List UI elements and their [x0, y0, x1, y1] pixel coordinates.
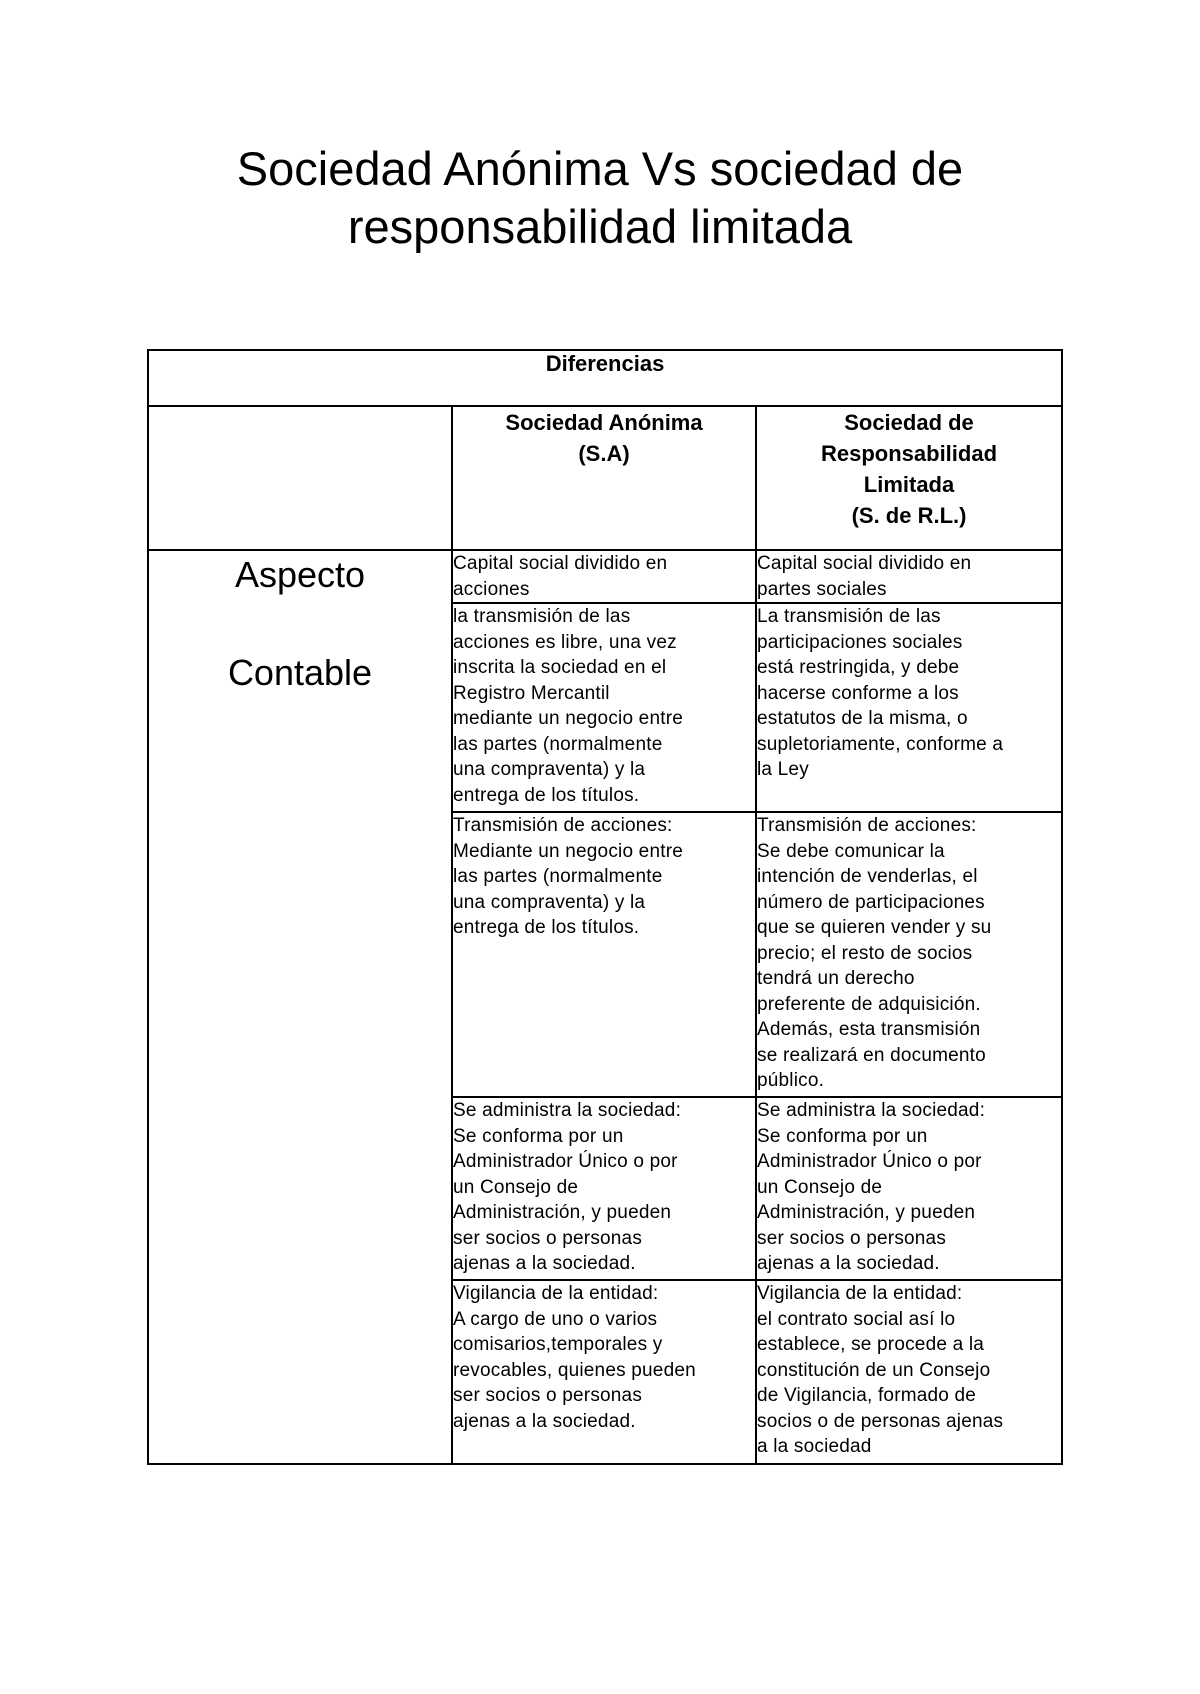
cell-sa: [452, 1280, 756, 1464]
cell-line: comisarios,temporales y: [453, 1334, 663, 1355]
aspect-label-line: Aspecto: [234, 554, 366, 595]
cell-srl: [756, 1280, 1062, 1464]
cell-line: el contrato social así lo: [757, 1308, 956, 1330]
cell-line: público.: [757, 1070, 825, 1091]
empty-header-cell: [148, 406, 452, 550]
cell-line: ajenas a la sociedad.: [757, 1253, 940, 1274]
cell-line: partes sociales: [757, 578, 887, 600]
title-line-2: responsabilidad limitada: [347, 200, 853, 253]
cell-line: Capital social dividido en: [453, 553, 668, 574]
cell-sa: [452, 812, 756, 1097]
cell-line: preferente de adquisición.: [757, 993, 981, 1015]
aspect-label-cell: [148, 550, 452, 1464]
column-header-sa: [452, 406, 756, 550]
cell-line: Capital social dividido en: [757, 553, 972, 574]
cell-line: constitución de un Consejo: [757, 1359, 991, 1381]
column-header-srl-line: Sociedad de: [844, 410, 974, 435]
cell-line: una compraventa) y la: [453, 891, 646, 913]
cell-srl: [756, 603, 1062, 812]
cell-line: entrega de los títulos.: [453, 917, 640, 938]
cell-sa: [452, 550, 756, 603]
cell-line: intención de venderlas, el: [757, 866, 978, 887]
cell-line: hacerse conforme a los: [757, 682, 959, 704]
column-header-row: [148, 406, 1062, 550]
column-header-srl-line: Limitada: [863, 472, 955, 497]
cell-line: Transmisión de acciones:: [453, 815, 673, 836]
cell-line: ajenas a la sociedad.: [453, 1410, 636, 1432]
cell-line: establece, se procede a la: [757, 1334, 985, 1355]
cell-line: tendrá un derecho: [757, 968, 915, 989]
cell-line: la Ley: [757, 759, 809, 780]
cell-line: está restringida, y debe: [757, 657, 960, 678]
cell-line: número de participaciones: [757, 891, 985, 913]
aspect-label-line: Contable: [227, 652, 373, 693]
cell-line: socios o de personas ajenas: [757, 1410, 1004, 1432]
cell-line: Además, esta transmisión: [757, 1019, 981, 1040]
cell-srl: [756, 812, 1062, 1097]
cell-line: precio; el resto de socios: [757, 942, 973, 964]
column-header-sa-line: Sociedad Anónima: [505, 410, 703, 435]
cell-line: Registro Mercantil: [453, 682, 610, 704]
cell-line: Administración, y pueden: [453, 1202, 672, 1223]
cell-line: entrega de los títulos.: [453, 784, 640, 806]
cell-line: Se debe comunicar la: [757, 840, 945, 862]
cell-line: Se administra la sociedad:: [453, 1100, 682, 1121]
cell-line: mediante un negocio entre: [453, 708, 683, 729]
cell-line: estatutos de la misma, o: [757, 708, 968, 729]
cell-line: Transmisión de acciones:: [757, 815, 977, 836]
cell-line: Se conforma por un: [757, 1125, 928, 1147]
cell-line: que se quieren vender y su: [757, 917, 992, 938]
cell-line: Se administra la sociedad:: [757, 1100, 986, 1121]
cell-sa: [452, 1097, 756, 1280]
differences-header: Diferencias: [148, 350, 1062, 406]
cell-srl: [756, 550, 1062, 603]
cell-line: La transmisión de las: [757, 606, 941, 627]
comparison-table: [147, 349, 1063, 1465]
cell-line: las partes (normalmente: [453, 866, 663, 887]
column-header-srl-line: (S. de R.L.): [851, 503, 967, 528]
cell-line: ser socios o personas: [453, 1227, 643, 1249]
column-header-sa-line: (S.A): [578, 441, 630, 466]
cell-line: supletoriamente, conforme a: [757, 733, 1004, 755]
cell-line: un Consejo de: [757, 1176, 883, 1198]
cell-line: ser socios o personas: [757, 1227, 947, 1249]
column-header-srl: [756, 406, 1062, 550]
cell-line: se realizará en documento: [757, 1044, 986, 1066]
table-header-row: [148, 350, 1062, 406]
cell-line: una compraventa) y la: [453, 759, 646, 780]
table-row: [148, 550, 1062, 603]
cell-line: acciones es libre, una vez: [453, 631, 677, 653]
title-line-1: Sociedad Anónima Vs sociedad de: [236, 142, 964, 195]
cell-line: A cargo de uno o varios: [453, 1308, 658, 1330]
cell-line: revocables, quienes pueden: [453, 1359, 696, 1381]
cell-sa: [452, 603, 756, 812]
cell-line: a la sociedad: [757, 1436, 872, 1457]
column-header-srl-line: Responsabilidad: [820, 441, 998, 466]
cell-line: Vigilancia de la entidad:: [453, 1283, 659, 1304]
cell-line: de Vigilancia, formado de: [757, 1385, 977, 1406]
cell-line: Administrador Único o por: [453, 1151, 678, 1172]
cell-line: las partes (normalmente: [453, 733, 663, 755]
cell-line: ser socios o personas: [453, 1385, 643, 1406]
cell-line: Se conforma por un: [453, 1125, 624, 1147]
cell-line: inscrita la sociedad en el: [453, 657, 667, 678]
cell-srl: [756, 1097, 1062, 1280]
cell-line: Vigilancia de la entidad:: [757, 1283, 963, 1304]
cell-line: Mediante un negocio entre: [453, 840, 683, 862]
cell-line: la transmisión de las: [453, 606, 631, 627]
cell-line: Administrador Único o por: [757, 1151, 982, 1172]
cell-line: Administración, y pueden: [757, 1202, 976, 1223]
cell-line: ajenas a la sociedad.: [453, 1253, 636, 1274]
cell-line: participaciones sociales: [757, 631, 963, 653]
document-title: [0, 140, 1200, 256]
cell-line: acciones: [453, 578, 530, 600]
cell-line: un Consejo de: [453, 1176, 579, 1198]
